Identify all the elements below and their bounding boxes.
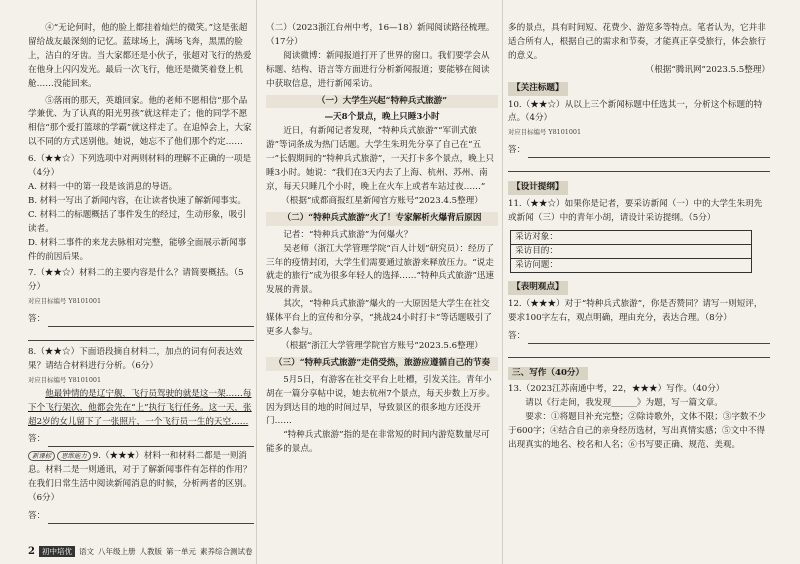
option-b: B. 材料一写出了新闻内容，在让读者快速了解新闻事实。 [28, 195, 247, 206]
paragraph-4: ④“无论何时，他的脸上都挂着灿烂的微笑。”这是张超留给战友最深刻的记忆。蓝球场上，满场飞奔，黑黑的脸上，洁白的牙齿。当大家都还是小伙子，张超对飞行的热爱在他身上闪闪发光。最后一次飞行，他还是微笑着登上机舱……没能回来。 [28, 23, 252, 89]
answer-line[interactable] [28, 329, 254, 341]
target-code: 对应目标编号 Y8101001 [28, 297, 102, 306]
answer-line-9[interactable]: 答： [28, 510, 254, 524]
test-label: 素养综合测试卷 [199, 546, 253, 556]
unit-label: 第一单元 [165, 546, 196, 556]
option-d: D. 材料二事件的来龙去脉相对完整，能够全面展示新闻事件的前因后果。 [28, 237, 247, 262]
new-curriculum-badge: 新课标 [28, 451, 55, 461]
material-2-question: 记者：“特种兵式旅游”为何爆火？ [283, 229, 413, 240]
page-footer [28, 544, 328, 558]
column-left [28, 22, 254, 524]
page-number: 2 [28, 545, 35, 557]
material-2-body: 其次，“特种兵式旅游”爆火的一大原因是大学生在社交媒体平台上的宣传和分享，“挑战24小时打卡”等话题吸引了更多人参与。 [266, 299, 492, 338]
option-a: A. 材料一中的第一段是该消息的导语。 [28, 181, 178, 192]
paragraph-5: ⑤落雨的那天，英雄回家。他的老师不愿相信“那个品学兼优、为了认真的阳光男孩”就这样走了；他的同学不愿相信“那个爱打篮球的学霸”就这样走了。在追悼会上，大家以不同的方式送别他。她说，她忘不了他们那个约定…… [28, 95, 252, 148]
material-1-title: （一）大学生兴起“特种兵式旅游” [266, 95, 498, 109]
interview-questions-field[interactable]: 采访问题： [515, 259, 558, 270]
interview-outline-box [510, 230, 752, 273]
material-2-title: （二）“特种兵式旅游”火了！专家解析火爆背后原因 [266, 212, 498, 226]
page-fold [502, 0, 503, 564]
interview-target-field[interactable]: 采访对象： [511, 231, 751, 245]
page-fold [256, 0, 257, 564]
writing-requirements: 要求：①将题目补充完整；②除诗歌外，文体不限；③字数不少于600字；④结合自己的亲身经历选材，写出真情实感；⑤文中不得出现真实的地名、校名和人名；⑥书写要正确、规范、美观。 [508, 412, 766, 451]
section-express-view: 【表明观点】 [508, 281, 568, 295]
material-3-continued: 多的景点，具有时间短、花费少、游览多等特点。笔者认为，它并非适合所有人，根据自己的需求和节奏，才能真正享受旅行，体会旅行的意义。 [508, 23, 766, 61]
answer-line-7[interactable]: 答： [28, 313, 254, 327]
section-header: （二）（2023浙江台州中考，16—18）新闻阅读路径梳理。（17分） [266, 23, 495, 47]
question-12: 12.（★★★）对于“特种兵式旅游”，你是否赞同？请写一则短评，要求100字左右，观点明确，理由充分，表达合理。（8分） [508, 298, 763, 323]
material-2-body: 吴老师（浙江大学管理学院“百人计划”研究员）：经历了三年的疫情封闭，大学生们需要通过旅游来释放压力。“说走就走的旅行”成为很多年轻人的选择……“特种兵式旅游”迅速发展的背景。 [266, 243, 495, 296]
question-8: 8.（★★☆）下面语段摘自材料二，加点的词有何表达效果？请结合材料进行分析。（6分） [28, 347, 243, 371]
interview-purpose-field[interactable]: 采访目的： [511, 245, 751, 259]
material-3-source: （根据“腾讯网”2023.5.5整理） [645, 64, 770, 75]
question-10: 10.（★★☆）从以上三个新闻标题中任选其一，分析这个标题的特点。（4分） [508, 99, 763, 124]
answer-line-12[interactable]: 答： [508, 330, 770, 344]
question-11: 11.（★★☆）如果你是记者，要采访新闻（一）中的大学生朱玥先或新闻（三）中的青年小胡，请设计采访提纲。（5分） [508, 199, 763, 223]
material-1-body: 近日，有新闻记者发现，“特种兵式旅游”“军训式旅游”等词条成为热门话题。大学生朱玥先分享了自己在“五一”长假期间的“特种兵式旅游”，一天打卡多个景点，晚上只睡3小时。她说：“我们在3天内去了上海、杭州、苏州、南京，每天只睡几个小时，晚上在火车上或者车站过夜……” [266, 126, 495, 192]
thinking-badge: 思维能力 [57, 451, 91, 461]
reading-intro: 阅读微博：新闻报道打开了世界的窗口。我们要学会从标题、结构、语言等方面进行分析新闻报道；要能够在阅读中获取信息，进行新闻采访。 [266, 50, 490, 89]
question-9: 新课标 思维能力 9.（★★★）材料一和材料二都是一则消息。材料二是一则通讯，对于了解新闻事件有怎样的作用？在我们日常生活中阅读新闻消息的时候，分析两者的区别。（6分） [28, 451, 252, 504]
grade-label: 八年级上册 [97, 546, 136, 556]
answer-line[interactable] [508, 346, 770, 358]
column-right [508, 22, 770, 453]
section-design-outline: 【设计提纲】 [508, 181, 568, 195]
answer-line-10[interactable]: 答： [508, 144, 770, 158]
target-code: 对应目标编号 Y8101001 [28, 375, 102, 384]
question-13: 13.（2023江苏南通中考，22，★★★）写作。（40分） [508, 384, 725, 395]
section-focus-title: 【关注标题】 [508, 82, 568, 96]
brand-label: 初中培优 [39, 546, 75, 557]
column-middle [266, 22, 498, 457]
material-1-source: （根据“成都商报红星新闻官方账号”2023.4.5整理） [281, 195, 483, 206]
quoted-passage: 他最钟情的是辽宁舰，飞行员驾驶的就是这一架……每下个飞行架次，他都会先在“上”执行飞行任务。这一天，张超2岁的女儿留下了一张照片，一个飞行员一生的天空…… [28, 388, 252, 427]
section-writing: 三、写作（40分） [508, 367, 588, 381]
material-3-body: 5月5日，有游客在社交平台上吐槽，引发关注。青年小胡在一篇分享帖中说，她去杭州7个景点，每天步数上万步。因为到达目的地的时间过早，导致景区的很多地方还没开门…… [266, 374, 495, 427]
answer-line-8[interactable]: 答： [28, 433, 254, 447]
material-3-body: “特种兵式旅游”指的是在非常短的时间内游览数量尽可能多的景点。 [266, 430, 490, 455]
target-code: 对应目标编号 Y8101001 [508, 128, 582, 137]
answer-line[interactable] [508, 160, 770, 172]
material-1-subtitle: —天8个景点，晚上只睡3小时 [324, 112, 440, 123]
question-6: 6.（★★☆）下列选项中对两则材料的理解不正确的一项是（4分） [28, 154, 252, 179]
option-c: C. 材料二的标题概括了事件发生的经过，生动形象，吸引读者。 [28, 209, 246, 234]
material-3-title: （三）“特种兵式旅游”走俏受热，旅游应遵循自己的节奏 [266, 357, 498, 371]
material-2-source: （根据“浙江大学管理学院官方账号”2023.5.6整理） [281, 340, 483, 351]
question-7: 7.（★★☆）材料二的主要内容是什么？请简要概括。（5分） [28, 268, 244, 293]
subject-label: 语文 [78, 546, 94, 556]
edition-label: 人教版 [139, 546, 162, 556]
writing-prompt: 请以《行走间，我发现______》为题，写一篇文章。 [525, 398, 723, 409]
